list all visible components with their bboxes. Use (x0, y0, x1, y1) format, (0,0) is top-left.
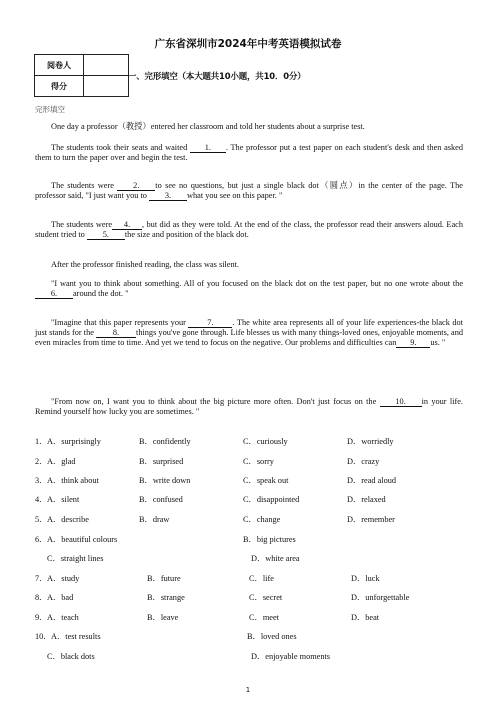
option-c: C．disappointed (243, 495, 300, 504)
score-box (34, 54, 129, 97)
question-row: 6． A．beautiful colours B．big pictures (35, 535, 296, 544)
option-b: B．surprised (139, 457, 184, 466)
paragraph-5: After the professor finished reading, the class was silent. (51, 260, 240, 269)
option-d: D．remember (347, 515, 395, 524)
question-row: 2． A．glad B．surprised C．sorry D．crazy (35, 457, 380, 466)
option-a: A．think about (47, 476, 99, 485)
option-d: D．enjoyable moments (251, 652, 331, 661)
option-b: B．loved ones (247, 632, 297, 641)
section-subheading: 完形填空 (35, 105, 65, 114)
paragraph-7: "Imagine that this paper represents your 7. . The white area represents all of your life experiences-the black dot just stands for the 8. things you've gone through. Life blesses us with many things-loved ones, enjoyable moments, and even miracles from time to time. And yet we tend to focus on the negative. Our problems and difficulties can 9. us. " (35, 318, 463, 347)
question-row: 9． A．teach B．leave C．meet D．beat (35, 613, 380, 622)
question-row: 7． A．study B．future C．life D．luck (35, 574, 380, 583)
option-b: B．leave (147, 613, 179, 622)
blank-5: 5. (87, 230, 125, 240)
blank-2: 2. (117, 181, 155, 191)
blank-9: 9. (396, 338, 430, 348)
question-row: 4． A．silent B．confused C．disappointed D．relaxed (35, 495, 386, 504)
blank-6: 6. (35, 289, 73, 299)
blank-1: 1. (190, 143, 226, 153)
grader-cell (84, 55, 129, 76)
section-heading: 一、完形填空（本大题共10小题，共10．0分） (128, 71, 306, 81)
option-a: A．glad (47, 457, 76, 466)
option-d: D．read aloud (347, 476, 397, 485)
paragraph-8: "From now on, I want you to think about the big picture more often. Don't just focus on the 10. in your life. Remind yourself how lucky you are sometimes. " (35, 397, 463, 416)
option-b: B．big pictures (243, 535, 296, 544)
paragraph-6: "I want you to think about something. All of you focused on the black dot on the test paper, but no one wrote about the 6. around the dot. " (35, 279, 463, 299)
option-d: D．white area (251, 554, 300, 563)
option-c: C．curiously (243, 437, 288, 446)
option-c: C．sorry (243, 457, 274, 466)
option-a: A．silent (47, 495, 80, 504)
option-d: D．relaxed (347, 495, 386, 504)
option-a: A．beautiful colours (47, 535, 118, 544)
blank-7: 7. (188, 318, 232, 328)
paragraph-1: One day a professor（教授）entered her classroom and told her students about a surprise test. (51, 122, 365, 131)
option-b: B．future (147, 574, 181, 583)
option-b: B．confidently (139, 437, 191, 446)
option-c: C．secret (249, 593, 283, 602)
option-d: D．unforgettable (351, 593, 410, 602)
option-b: B．strange (147, 593, 185, 602)
score-label: 得分 (35, 76, 84, 97)
option-b: B．draw (139, 515, 170, 524)
option-d: D．beat (351, 613, 380, 622)
paragraph-2: The students took their seats and waited 1. . The professor put a test paper on each student's desk and then asked them to turn the paper over and begin the test. (35, 143, 463, 162)
blank-8: 8. (96, 328, 136, 338)
option-a: A．bad (47, 593, 74, 602)
score-cell (84, 76, 129, 97)
page-number: 1 (245, 686, 251, 694)
blank-10: 10. (380, 397, 422, 407)
page-title: 广东省深圳市2024年中考英语模拟试卷 (154, 38, 342, 50)
question-row: 1． A．surprisingly B．confidently C．curiously D．worriedly (35, 437, 394, 446)
option-b: B．write down (139, 476, 191, 485)
option-c: C．change (243, 515, 281, 524)
options-list (35, 435, 465, 665)
question-row: 8． A．bad B．strange C．secret D．unforgettable (35, 593, 410, 602)
option-a: A．test results (51, 632, 101, 641)
paragraph-3: The students were 2. to see no questions, but just a single black dot（圆点）in the center of the page. The professor said, "I just want you to 3. what you see on this paper. " (35, 181, 463, 200)
option-c: C．straight lines (47, 554, 104, 563)
option-a: A．teach (47, 613, 79, 622)
option-d: D．luck (351, 574, 380, 583)
option-d: D．crazy (347, 457, 380, 466)
grader-label: 阅卷人 (35, 55, 84, 76)
blank-4: 4. (112, 220, 142, 230)
question-row: 5． A．describe B．draw C．change D．remember (35, 515, 395, 524)
question-row: 10． A．test results B．loved ones (35, 632, 297, 641)
option-c: C．meet (249, 613, 279, 622)
option-a: A．describe (47, 515, 89, 524)
option-c: C．speak out (243, 476, 289, 485)
option-b: B．confused (139, 495, 183, 504)
option-a: A．study (47, 574, 80, 583)
option-a: A．surprisingly (47, 437, 101, 446)
option-c: C．life (249, 574, 274, 583)
paragraph-4: The students were 4. , but did as they were told. At the end of the class, the professor read their answers aloud. Each student tried to 5. the size and position of the black dot. (35, 220, 463, 239)
option-d: D．worriedly (347, 437, 394, 446)
question-row (35, 650, 465, 660)
question-row: 3． A．think about B．write down C．speak out D．read aloud (35, 476, 397, 485)
option-c: C．black dots (47, 652, 95, 661)
question-row (35, 552, 465, 562)
blank-3: 3. (149, 191, 187, 201)
